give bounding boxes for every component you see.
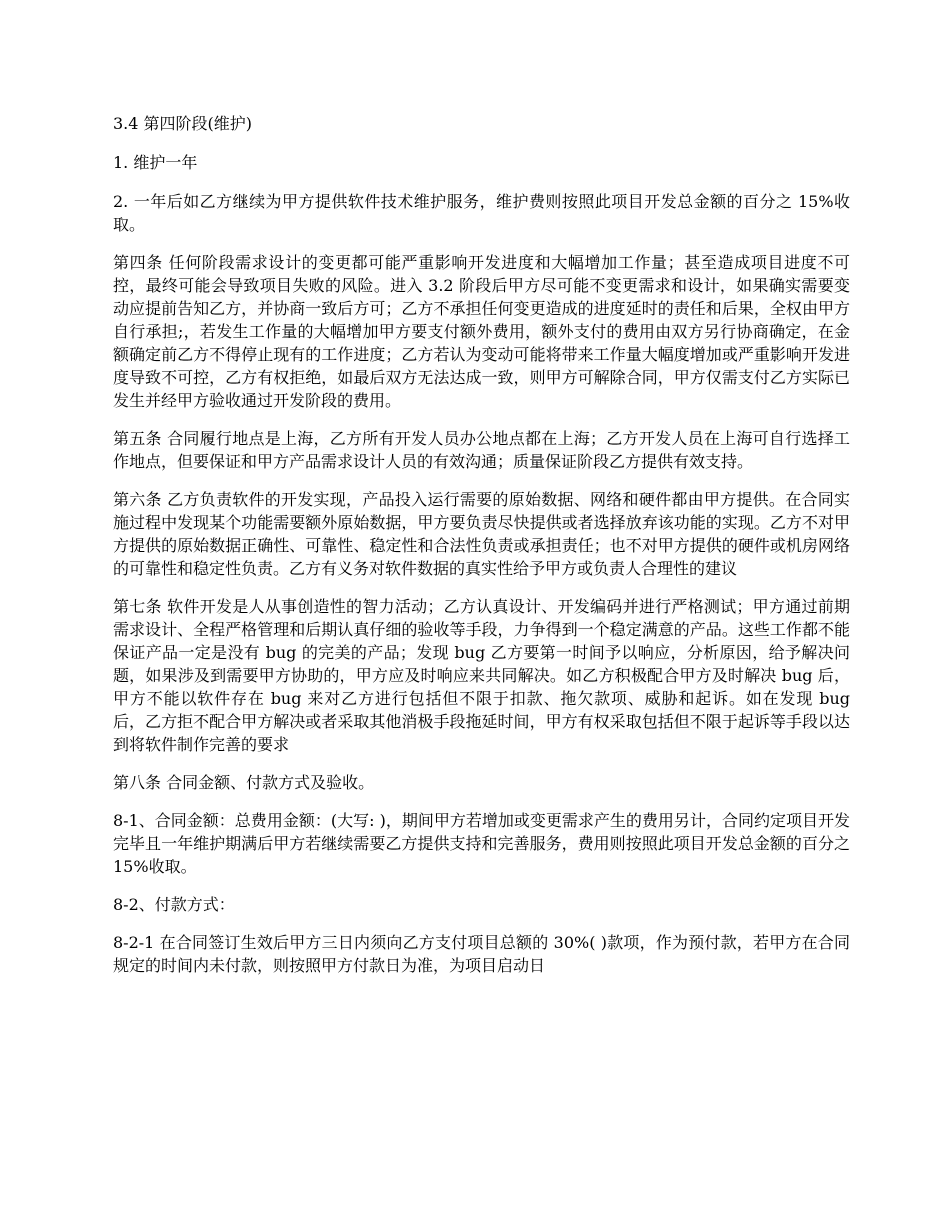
article-four: 第四条 任何阶段需求设计的变更都可能严重影响开发进度和大幅增加工作量；甚至造成项目进度不可控，最终可能会导致项目失败的风险。进入 3.2 阶段后甲方尽可能不变更需求和设计，如果确实需要变动应提前告知乙方，并协商一致后方可；乙方不承担任何变更造成的进度延时的责任和后果，全权由甲方自行承担;，若发生工作量的大幅增加甲方要支付额外费用，额外支付的费用由双方另行协商确定，在金额确定前乙方不得停止现有的工作进度；乙方若认为变动可能将带来工作量大幅度增加或严重影响开发进度导致不可控，乙方有权拒绝，如最后双方无法达成一致，则甲方可解除合同，甲方仅需支付乙方实际已发生并经甲方验收通过开发阶段的费用。 [113, 253, 850, 410]
clause-8-1-contract-amount: 8-1、合同金额：总费用金额：(大写: )，期间甲方若增加或变更需求产生的费用另计，合同约定项目开发完毕且一年维护期满后甲方若继续需要乙方提供支持和完善服务，费用则按照此项目开发总金额的百分之 15%收取。 [113, 811, 850, 876]
article-five: 第五条 合同履行地点是上海，乙方所有开发人员办公地点都在上海；乙方开发人员在上海可自行选择工作地点，但要保证和甲方产品需求设计人员的有效沟通；质量保证阶段乙方提供有效支持。 [113, 429, 850, 471]
article-six: 第六条 乙方负责软件的开发实现，产品投入运行需要的原始数据、网络和硬件都由甲方提供。在合同实施过程中发现某个功能需要额外原始数据，甲方要负责尽快提供或者选择放弃该功能的实现。乙方不对甲方提供的原始数据正确性、可靠性、稳定性和合法性负责或承担责任；也不对甲方提供的硬件或机房网络的可靠性和稳定性负责。乙方有义务对软件数据的真实性给予甲方或负责人合理性的建议 [113, 490, 850, 578]
item-maintenance-fee: 2. 一年后如乙方继续为甲方提供软件技术维护服务，维护费则按照此项目开发总金额的百分之 15%收取。 [113, 192, 850, 234]
clause-8-2-payment-method: 8-2、付款方式： [113, 895, 235, 914]
clause-8-2-1-advance-payment: 8-2-1 在合同签订生效后甲方三日内须向乙方支付项目总额的 30%( )款项，作为预付款，若甲方在合同规定的时间内未付款，则按照甲方付款日为准，为项目启动日 [113, 933, 850, 975]
article-seven: 第七条 软件开发是人从事创造性的智力活动；乙方认真设计、开发编码并进行严格测试；甲方通过前期需求设计、全程严格管理和后期认真仔细的验收等手段，力争得到一个稳定满意的产品。这些工作都不能保证产品一定是没有 bug 的完美的产品；发现 bug 乙方要第一时间予以响应，分析原因，给予解决问题，如果涉及到需要甲方协助的，甲方应及时响应来共同解决。如乙方积极配合甲方及时解决 bug 后，甲方不能以软件存在 bug 来对乙方进行包括但不限于扣款、拖欠款项、威胁和起诉。如在发现 bug 后，乙方拒不配合甲方解决或者采取其他消极手段拖延时间，甲方有权采取包括但不限于起诉等手段以达到将软件制作完善的要求 [113, 597, 850, 754]
article-eight-heading: 第八条 合同金额、付款方式及验收。 [113, 773, 375, 792]
section-heading-maintenance: 3.4 第四阶段(维护) [113, 114, 253, 133]
document-page [113, 112, 850, 992]
item-maintenance-one-year: 1. 维护一年 [113, 153, 198, 172]
